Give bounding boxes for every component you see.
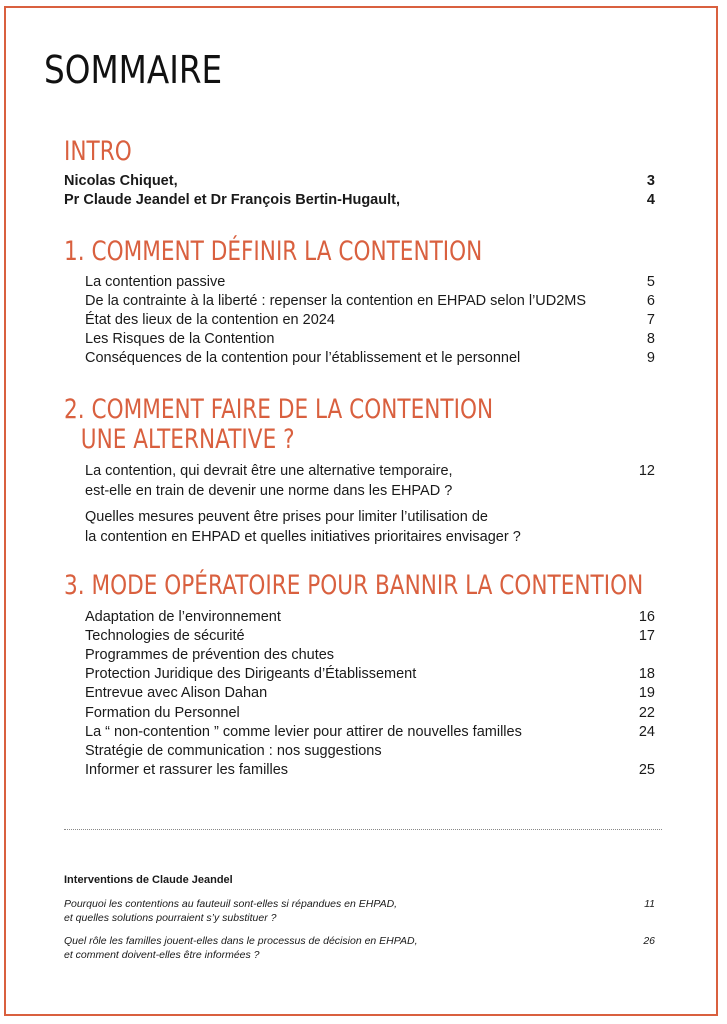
intervention-label: et quelles solutions pourraient s’y substituer ? <box>64 912 277 924</box>
toc-entry-page: 24 <box>638 724 655 740</box>
intervention-label: et comment doivent-elles être informées ? <box>64 949 260 961</box>
toc-entry-label: La contention, qui devrait être une alternative temporaire, <box>85 463 453 479</box>
toc-entry-page: 7 <box>646 312 655 328</box>
intervention-label: Pourquoi les contentions au fauteuil sont-elles si répandues en EHPAD, <box>64 898 398 910</box>
section-number: 3. <box>64 570 85 601</box>
toc-entry-label: la contention en EHPAD et quelles initiatives prioritaires envisager ? <box>85 529 521 545</box>
intervention-entry[interactable] <box>64 897 655 925</box>
page-title: SOMMAIRE <box>44 48 223 92</box>
section-title: COMMENT FAIRE DE LA CONTENTION <box>91 394 494 425</box>
toc-entry-label: Entrevue avec Alison Dahan <box>85 685 268 701</box>
toc-entry-label: est-elle en train de devenir une norme dans les EHPAD ? <box>85 483 453 499</box>
toc-entry-page: 25 <box>638 762 655 778</box>
toc-entry-label: Formation du Personnel <box>85 705 240 721</box>
section-1-heading <box>64 237 482 267</box>
toc-entry-label: État des lieux de la contention en 2024 <box>85 312 335 328</box>
toc-entry-label: Les Risques de la Contention <box>85 331 275 347</box>
interventions-heading: Interventions de Claude Jeandel <box>64 874 233 886</box>
toc-entry[interactable] <box>85 507 655 547</box>
toc-entry-label: Protection Juridique des Dirigeants d’Établissement <box>85 666 417 682</box>
dotted-divider <box>64 829 662 830</box>
toc-entry-label: Stratégie de communication : nos suggestions <box>85 743 382 759</box>
toc-entry-label: Programmes de prévention des chutes <box>85 647 335 663</box>
toc-entry-label: Quelles mesures peuvent être prises pour limiter l’utilisation de <box>85 509 488 525</box>
toc-entry-label: Conséquences de la contention pour l’établissement et le personnel <box>85 350 521 366</box>
section-title: UNE ALTERNATIVE ? <box>80 424 295 455</box>
intervention-page: 26 <box>643 935 655 947</box>
toc-entry-page: 4 <box>646 192 655 208</box>
toc-entry-page: 9 <box>646 350 655 366</box>
toc-entry-label: Nicolas Chiquet, <box>64 173 178 189</box>
toc-entry-page: 19 <box>638 685 655 701</box>
section-2-heading <box>64 395 493 425</box>
toc-entry-page: 18 <box>638 666 655 682</box>
toc-entry-label: Pr Claude Jeandel et Dr François Bertin-Hugault, <box>64 192 400 208</box>
section-number: 2. <box>64 394 85 425</box>
section-title: MODE OPÉRATOIRE POUR BANNIR LA CONTENTION <box>91 570 644 601</box>
toc-entry-label: De la contrainte à la liberté : repenser la contention en EHPAD selon l’UD2MS <box>85 293 587 309</box>
intervention-entry[interactable] <box>64 934 655 962</box>
toc-entry-label: Technologies de sécurité <box>85 628 245 644</box>
intervention-label: Quel rôle les familles jouent-elles dans le processus de décision en EHPAD, <box>64 935 418 947</box>
toc-entry[interactable] <box>85 461 655 501</box>
toc-entry-label: La contention passive <box>85 274 226 290</box>
toc-entry-page: 3 <box>646 173 655 189</box>
toc-entry-label: Informer et rassurer les familles <box>85 762 289 778</box>
toc-entry-page: 22 <box>638 705 655 721</box>
section-title: COMMENT DÉFINIR LA CONTENTION <box>91 236 483 267</box>
section-2-heading-line2 <box>64 425 295 455</box>
toc-entry-label: Adaptation de l’environnement <box>85 609 281 625</box>
intervention-page: 11 <box>644 898 655 910</box>
section-number: 1. <box>64 236 85 267</box>
toc-entry-page: 16 <box>638 609 655 625</box>
section-3-heading <box>64 571 643 601</box>
toc-entry-page: 8 <box>646 331 655 347</box>
intro-heading: INTRO <box>64 136 132 167</box>
toc-entry-page: 6 <box>646 293 655 309</box>
toc-entry-label: La “ non-contention ” comme levier pour attirer de nouvelles familles <box>85 724 522 740</box>
toc-entry-page: 12 <box>638 463 655 479</box>
toc-entry-page: 5 <box>646 274 655 290</box>
toc-entry-page: 17 <box>638 628 655 644</box>
